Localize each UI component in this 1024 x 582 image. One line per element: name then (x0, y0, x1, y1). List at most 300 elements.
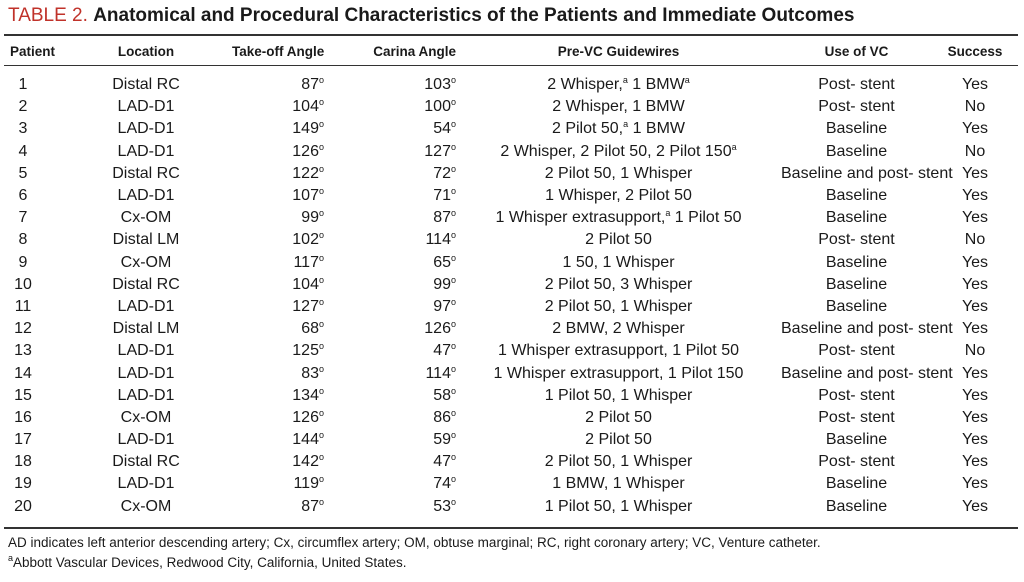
guidewire-text: 1 Pilot 50, 1 Whisper (544, 386, 693, 404)
table-row (4, 451, 1018, 473)
degree-mark: o (450, 141, 456, 152)
footnote-marker: a (622, 75, 628, 86)
table-title (8, 5, 854, 27)
cell-use-of-vc (781, 340, 932, 362)
degree-mark: o (450, 97, 456, 108)
cell-use-of-vc (781, 429, 932, 451)
cell-success-value: Yes (961, 475, 989, 493)
cell-carina-angle-value: 103 (424, 76, 451, 94)
guidewire-text: 2 Pilot 50, (551, 120, 624, 138)
cell-success (932, 118, 1018, 140)
cell-success-value: Yes (961, 453, 989, 471)
cell-location-value: LAD-D1 (117, 342, 175, 360)
table-row (4, 163, 1018, 185)
degree-mark: o (450, 274, 456, 285)
cell-takeoff-angle-value: 126 (292, 142, 319, 160)
degree-mark: o (318, 75, 324, 86)
cell-guidewires (456, 207, 781, 229)
table-row (4, 362, 1018, 384)
top-rule (4, 34, 1018, 36)
cell-use-of-vc (781, 296, 932, 318)
header-guidewires: Pre-VC Guidewires (557, 43, 680, 59)
cell-guidewires (456, 385, 781, 407)
cell-patient-value: 18 (14, 453, 32, 471)
degree-mark: o (450, 208, 456, 219)
degree-mark: o (450, 186, 456, 197)
cell-patient-value: 20 (14, 497, 32, 515)
cell-success-value: Yes (961, 187, 989, 205)
cell-patient-value: 13 (14, 342, 32, 360)
cell-location (60, 229, 232, 251)
cell-patient (4, 207, 60, 229)
cell-use-of-vc-value: Baseline (825, 253, 888, 271)
cell-success-value: Yes (961, 431, 989, 449)
cell-carina-angle (324, 207, 456, 229)
cell-carina-angle-value: 99 (433, 275, 451, 293)
cell-patient-value: 8 (18, 231, 28, 249)
cell-carina-angle (324, 74, 456, 96)
cell-use-of-vc (781, 96, 932, 118)
cell-use-of-vc-value: Baseline and post- stent (781, 364, 953, 382)
cell-success (932, 74, 1018, 96)
cell-patient-value: 3 (18, 120, 28, 138)
cell-guidewires (456, 496, 781, 518)
table-row (4, 252, 1018, 274)
table-row (4, 118, 1018, 140)
cell-takeoff-angle (232, 229, 324, 251)
cell-location (60, 340, 232, 362)
cell-success (932, 252, 1018, 274)
cell-location (60, 74, 232, 96)
guidewire-text: 1 BMW, 1 Whisper (552, 475, 685, 493)
cell-patient-value: 6 (18, 187, 28, 205)
cell-use-of-vc-value: Baseline (825, 475, 888, 493)
cell-success (932, 451, 1018, 473)
cell-patient-value: 5 (18, 164, 28, 182)
table-row (4, 296, 1018, 318)
header-row (4, 40, 1018, 62)
degree-mark: o (318, 430, 324, 441)
cell-carina-angle (324, 252, 456, 274)
cell-takeoff-angle (232, 318, 324, 340)
cell-takeoff-angle (232, 252, 324, 274)
cell-success-value: Yes (961, 320, 989, 338)
degree-mark: o (450, 407, 456, 418)
cell-takeoff-angle-value: 126 (292, 408, 319, 426)
cell-guidewires (456, 185, 781, 207)
cell-success (932, 185, 1018, 207)
cell-takeoff-angle (232, 407, 324, 429)
cell-carina-angle (324, 141, 456, 163)
cell-takeoff-angle-value: 87 (301, 497, 319, 515)
cell-patient (4, 252, 60, 274)
cell-takeoff-angle-value: 104 (292, 275, 319, 293)
cell-patient-value: 16 (14, 408, 32, 426)
cell-location-value: LAD-D1 (117, 98, 175, 116)
cell-carina-angle-value: 65 (433, 253, 451, 271)
cell-success-value: Yes (961, 209, 989, 227)
cell-use-of-vc (781, 207, 932, 229)
cell-patient (4, 229, 60, 251)
cell-location-value: LAD-D1 (117, 142, 175, 160)
cell-location (60, 496, 232, 518)
cell-location (60, 473, 232, 495)
cell-success-value: Yes (961, 120, 989, 138)
cell-carina-angle (324, 185, 456, 207)
cell-carina-angle-value: 97 (433, 297, 451, 315)
degree-mark: o (318, 208, 324, 219)
cell-use-of-vc-value: Post- stent (818, 453, 895, 471)
guidewire-text: 2 Pilot 50, 1 Whisper (544, 164, 693, 182)
cell-takeoff-angle-value: 107 (292, 187, 319, 205)
cell-success-value: Yes (961, 364, 989, 382)
guidewire-text: 1 Pilot 50 (670, 209, 742, 227)
cell-location (60, 252, 232, 274)
cell-carina-angle (324, 407, 456, 429)
cell-takeoff-angle-value: 87 (301, 76, 319, 94)
cell-carina-angle (324, 362, 456, 384)
cell-location-value: Distal LM (112, 231, 180, 249)
cell-use-of-vc-value: Baseline (825, 120, 888, 138)
cell-location-value: Cx-OM (120, 253, 172, 271)
degree-mark: o (318, 474, 324, 485)
cell-success (932, 207, 1018, 229)
cell-patient (4, 163, 60, 185)
degree-mark: o (450, 496, 456, 507)
table-row (4, 496, 1018, 518)
table-row (4, 429, 1018, 451)
degree-mark: o (450, 452, 456, 463)
cell-success (932, 340, 1018, 362)
degree-mark: o (318, 274, 324, 285)
cell-takeoff-angle-value: 149 (292, 120, 319, 138)
cell-success-value: Yes (961, 253, 989, 271)
table-row (4, 473, 1018, 495)
cell-carina-angle-value: 54 (433, 120, 451, 138)
cell-guidewires (456, 163, 781, 185)
cell-patient (4, 96, 60, 118)
cell-takeoff-angle-value: 125 (292, 342, 319, 360)
cell-use-of-vc (781, 496, 932, 518)
degree-mark: o (318, 230, 324, 241)
guidewire-text: 1 50, 1 Whisper (562, 253, 675, 271)
cell-location (60, 185, 232, 207)
cell-guidewires (456, 318, 781, 340)
cell-carina-angle (324, 473, 456, 495)
cell-carina-angle-value: 72 (433, 164, 451, 182)
cell-location-value: Cx-OM (120, 408, 172, 426)
cell-takeoff-angle-value: 144 (292, 431, 319, 449)
table-row (4, 385, 1018, 407)
cell-success (932, 473, 1018, 495)
cell-carina-angle-value: 127 (424, 142, 451, 160)
cell-takeoff-angle (232, 118, 324, 140)
cell-carina-angle-value: 74 (433, 475, 451, 493)
degree-mark: o (318, 252, 324, 263)
cell-patient-value: 7 (18, 209, 28, 227)
table-row (4, 96, 1018, 118)
guidewire-text: 2 Pilot 50, 3 Whisper (544, 275, 693, 293)
cell-patient-value: 19 (14, 475, 32, 493)
cell-patient (4, 407, 60, 429)
footnote-marker: a (623, 119, 629, 130)
cell-takeoff-angle-value: 117 (293, 253, 319, 271)
cell-use-of-vc (781, 74, 932, 96)
cell-success-value: Yes (961, 386, 989, 404)
table-row (4, 207, 1018, 229)
cell-takeoff-angle-value: 127 (292, 297, 319, 315)
degree-mark: o (318, 407, 324, 418)
cell-patient-value: 12 (14, 320, 32, 338)
cell-carina-angle-value: 71 (433, 187, 451, 205)
cell-takeoff-angle (232, 429, 324, 451)
cell-carina-angle-value: 53 (433, 497, 451, 515)
cell-use-of-vc (781, 274, 932, 296)
cell-location-value: Distal RC (112, 453, 180, 471)
cell-location (60, 296, 232, 318)
cell-carina-angle (324, 429, 456, 451)
cell-success-value: Yes (961, 497, 989, 515)
guidewire-text: 2 Whisper, (547, 76, 623, 94)
cell-takeoff-angle (232, 141, 324, 163)
data-table (4, 40, 1018, 518)
table-row (4, 318, 1018, 340)
cell-success (932, 296, 1018, 318)
cell-use-of-vc-value: Baseline (825, 187, 888, 205)
cell-carina-angle-value: 100 (424, 98, 451, 116)
cell-patient (4, 74, 60, 96)
footnote-a (8, 555, 406, 570)
cell-use-of-vc-value: Post- stent (818, 231, 895, 249)
cell-use-of-vc-value: Post- stent (818, 76, 895, 94)
cell-use-of-vc-value: Post- stent (818, 408, 895, 426)
guidewire-text: 1 Whisper extrasupport, 1 Pilot 150 (493, 364, 744, 382)
cell-patient (4, 496, 60, 518)
degree-mark: o (450, 119, 456, 130)
cell-patient (4, 318, 60, 340)
cell-location-value: LAD-D1 (117, 475, 175, 493)
cell-carina-angle (324, 496, 456, 518)
table-row (4, 141, 1018, 163)
cell-patient-value: 2 (18, 98, 28, 116)
cell-carina-angle-value: 87 (433, 209, 451, 227)
cell-guidewires (456, 74, 781, 96)
cell-success (932, 429, 1018, 451)
cell-location (60, 429, 232, 451)
cell-guidewires (456, 407, 781, 429)
cell-use-of-vc-value: Baseline and post- stent (781, 320, 953, 338)
degree-mark: o (450, 319, 456, 330)
cell-location (60, 407, 232, 429)
table-row (4, 74, 1018, 96)
cell-location-value: LAD-D1 (117, 386, 175, 404)
footnote-marker: a (731, 141, 737, 152)
cell-use-of-vc-value: Post- stent (818, 342, 895, 360)
cell-patient (4, 451, 60, 473)
cell-location (60, 385, 232, 407)
cell-patient-value: 4 (18, 142, 28, 160)
cell-use-of-vc-value: Baseline and post- stent (781, 164, 953, 182)
cell-location (60, 141, 232, 163)
cell-use-of-vc-value: Baseline (825, 142, 888, 160)
footnote-a-text: Abbott Vascular Devices, Redwood City, California, United States. (13, 555, 407, 570)
cell-patient (4, 362, 60, 384)
cell-success-value: Yes (961, 297, 989, 315)
degree-mark: o (318, 385, 324, 396)
cell-carina-angle-value: 58 (433, 386, 451, 404)
cell-carina-angle-value: 86 (433, 408, 451, 426)
footnote-marker: a (684, 75, 690, 86)
cell-guidewires (456, 362, 781, 384)
header-location: Location (117, 43, 175, 59)
cell-patient-value: 11 (14, 297, 32, 315)
cell-carina-angle (324, 96, 456, 118)
cell-takeoff-angle (232, 496, 324, 518)
cell-patient-value: 15 (14, 386, 32, 404)
degree-mark: o (450, 163, 456, 174)
degree-mark: o (450, 385, 456, 396)
guidewire-text: 2 Pilot 50 (585, 408, 652, 426)
degree-mark: o (318, 186, 324, 197)
cell-guidewires (456, 451, 781, 473)
cell-guidewires (456, 429, 781, 451)
cell-carina-angle (324, 451, 456, 473)
cell-guidewires (456, 141, 781, 163)
degree-mark: o (450, 341, 456, 352)
cell-use-of-vc-value: Baseline (825, 297, 888, 315)
cell-carina-angle-value: 47 (433, 342, 451, 360)
table-row (4, 340, 1018, 362)
cell-patient (4, 141, 60, 163)
cell-patient (4, 429, 60, 451)
cell-carina-angle-value: 126 (424, 320, 451, 338)
cell-location-value: Cx-OM (120, 497, 172, 515)
degree-mark: o (450, 363, 456, 374)
cell-use-of-vc-value: Baseline (825, 497, 888, 515)
cell-patient (4, 340, 60, 362)
cell-location (60, 318, 232, 340)
cell-success-value: No (964, 342, 986, 360)
bottom-rule (4, 527, 1018, 529)
degree-mark: o (318, 319, 324, 330)
cell-carina-angle (324, 340, 456, 362)
table-label: TABLE 2. (8, 5, 88, 26)
guidewire-text: 2 Pilot 50, 1 Whisper (544, 453, 693, 471)
guidewire-text: 1 BMW (627, 76, 685, 94)
cell-patient (4, 385, 60, 407)
cell-takeoff-angle (232, 451, 324, 473)
degree-mark: o (318, 119, 324, 130)
cell-takeoff-angle (232, 74, 324, 96)
cell-patient (4, 274, 60, 296)
cell-use-of-vc (781, 185, 932, 207)
cell-use-of-vc-value: Baseline (825, 275, 888, 293)
cell-use-of-vc (781, 407, 932, 429)
guidewire-text: 2 Pilot 50 (585, 431, 652, 449)
degree-mark: o (318, 97, 324, 108)
footnote-a-marker: a (8, 553, 14, 563)
cell-location-value: LAD-D1 (117, 364, 175, 382)
cell-use-of-vc-value: Baseline (825, 209, 888, 227)
cell-use-of-vc (781, 473, 932, 495)
cell-success-value: Yes (961, 76, 989, 94)
table-body (4, 74, 1018, 518)
cell-use-of-vc (781, 163, 953, 185)
degree-mark: o (318, 363, 324, 374)
cell-carina-angle (324, 229, 456, 251)
cell-location-value: LAD-D1 (117, 297, 175, 315)
cell-success (932, 407, 1018, 429)
cell-use-of-vc (781, 451, 932, 473)
guidewire-text: 1 Whisper extrasupport, (495, 209, 666, 227)
footnote-marker: a (665, 208, 671, 219)
cell-carina-angle-value: 47 (433, 453, 451, 471)
cell-use-of-vc-value: Baseline (825, 431, 888, 449)
header-use-of-vc: Use of VC (824, 43, 889, 59)
guidewire-text: 1 Whisper extrasupport, 1 Pilot 50 (497, 342, 739, 360)
table-row (4, 407, 1018, 429)
cell-use-of-vc (781, 318, 953, 340)
degree-mark: o (450, 430, 456, 441)
cell-location-value: Cx-OM (120, 209, 172, 227)
cell-patient (4, 296, 60, 318)
header-success: Success (947, 43, 1003, 59)
cell-patient-value: 14 (14, 364, 32, 382)
cell-use-of-vc (781, 252, 932, 274)
cell-location-value: Distal RC (112, 164, 180, 182)
guidewire-text: 2 Whisper, 2 Pilot 50, 2 Pilot 150 (500, 142, 732, 160)
cell-takeoff-angle-value: 122 (292, 164, 319, 182)
cell-patient-value: 17 (14, 431, 32, 449)
cell-guidewires (456, 296, 781, 318)
cell-takeoff-angle-value: 99 (301, 209, 319, 227)
cell-takeoff-angle-value: 68 (301, 320, 319, 338)
cell-carina-angle (324, 296, 456, 318)
cell-takeoff-angle-value: 119 (293, 475, 319, 493)
cell-success-value: Yes (961, 408, 989, 426)
cell-patient (4, 185, 60, 207)
degree-mark: o (450, 75, 456, 86)
cell-location (60, 362, 232, 384)
cell-takeoff-angle-value: 134 (292, 386, 319, 404)
degree-mark: o (318, 341, 324, 352)
guidewire-text: 2 Pilot 50 (585, 231, 652, 249)
cell-success (932, 229, 1018, 251)
cell-takeoff-angle (232, 207, 324, 229)
cell-location-value: LAD-D1 (117, 187, 175, 205)
cell-location-value: LAD-D1 (117, 120, 175, 138)
cell-carina-angle (324, 163, 456, 185)
cell-takeoff-angle-value: 104 (292, 98, 319, 116)
cell-takeoff-angle-value: 142 (292, 453, 319, 471)
table-row (4, 229, 1018, 251)
cell-takeoff-angle (232, 96, 324, 118)
table-row (4, 274, 1018, 296)
cell-carina-angle-value: 114 (425, 231, 451, 249)
cell-carina-angle (324, 318, 456, 340)
cell-patient-value: 9 (18, 253, 28, 271)
header-carina-angle: Carina Angle (373, 43, 456, 59)
header-takeoff-angle: Take-off Angle (232, 43, 325, 59)
cell-guidewires (456, 274, 781, 296)
header-patient: Patient (10, 43, 56, 59)
cell-takeoff-angle (232, 274, 324, 296)
guidewire-text: 1 Whisper, 2 Pilot 50 (545, 187, 692, 205)
guidewire-text: 2 BMW, 2 Whisper (552, 320, 685, 338)
guidewire-text: 2 Whisper, 1 BMW (552, 98, 685, 116)
cell-carina-angle (324, 274, 456, 296)
cell-success (932, 274, 1018, 296)
